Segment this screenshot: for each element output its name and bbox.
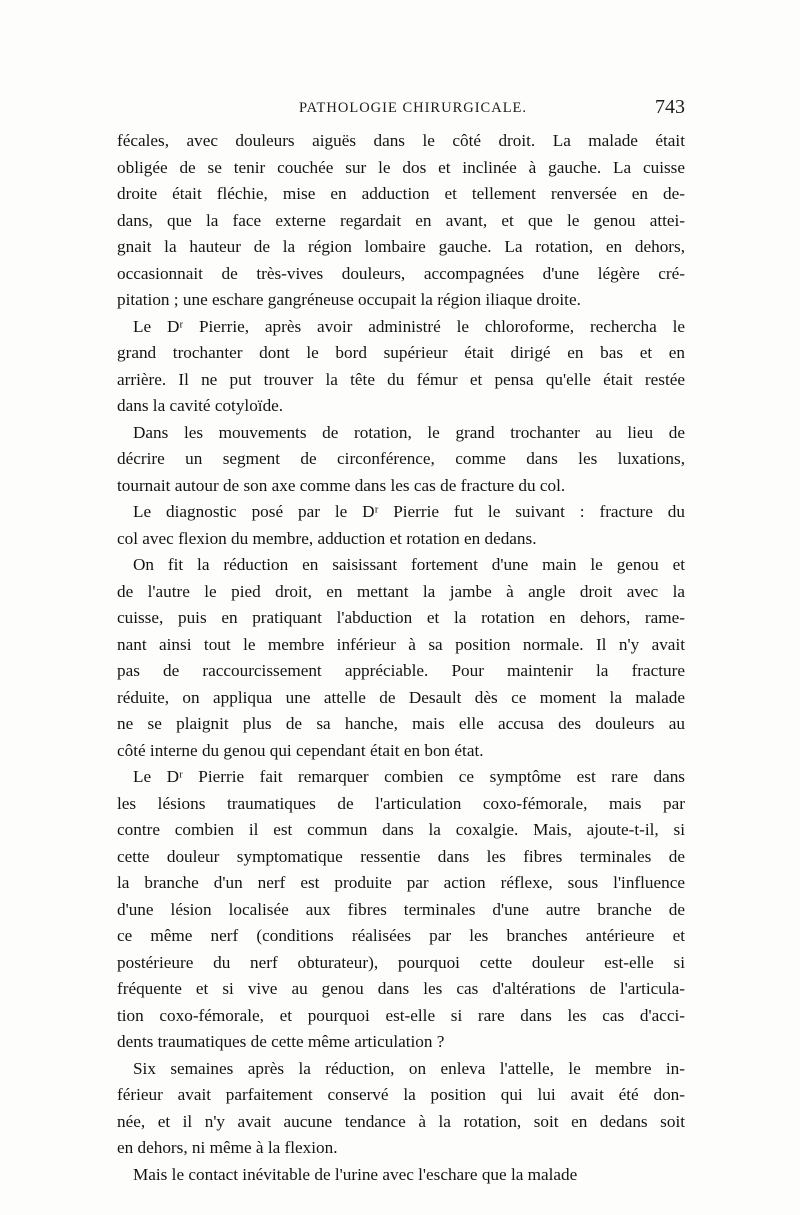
text-line: occasionnait de très-vives douleurs, accompagnées d'une légère cré- [117,263,685,283]
text-line: droite était fléchie, mise en adduction et tellement renversée en de- [117,184,685,203]
text-line: Six semaines après la réduction, on enleva l'attelle, le membre in- [133,1058,685,1078]
text-line: fréquente et si vive au genou dans les cas d'altérations de l'articula- [117,979,685,998]
text-line: col avec flexion du membre, adduction et rotation en dedans. [117,528,537,548]
text-line: dans, que la face externe regardait en avant, et que le genou attei- [117,210,685,230]
text-line: contre combien il est commun dans la coxalgie. Mais, ajoute-t-il, si [117,820,685,839]
text-line: On fit la réduction en saisissant fortement d'une main le genou et [133,555,685,574]
text-line: dans la cavité cotyloïde. [117,396,284,415]
text-line: gnait la hauteur de la région lombaire gauche. La rotation, en dehors, [117,237,685,256]
text-line: de l'autre le pied droit, en mettant la jambe à angle droit avec la [117,581,685,601]
text-line: postérieure du nerf obturateur), pourquoi cette douleur est-elle si [117,952,685,972]
text-line: cuisse, puis en pratiquant l'abduction et la rotation en dehors, rame- [117,608,685,627]
text-line: ne se plaignit plus de sa hanche, mais elle accusa des douleurs au [117,714,685,733]
text-line: d'une lésion localisée aux fibres terminales d'une autre branche de [117,899,685,919]
text-line: Dans les mouvements de rotation, le grand trochanter au lieu de [133,422,685,442]
text-line: réduite, on appliqua une attelle de Desault dès ce moment la malade [117,687,685,707]
text-line: férieur avait parfaitement conservé la position qui lui avait été don- [117,1085,685,1104]
text-line: décrire un segment de circonférence, comme dans les luxations, [117,449,685,468]
page-header [117,96,685,124]
paragraph [117,420,685,500]
paragraph [117,128,685,314]
paragraph [117,764,685,1056]
text-line: Mais le contact inévitable de l'urine avec l'eschare que la malade [133,1164,578,1184]
text-line: les lésions traumatiques de l'articulation coxo-fémorale, mais par [117,793,685,813]
text-line: fécales, avec douleurs aiguës dans le côté droit. La malade était [117,131,685,150]
text-line: arrière. Il ne put trouver la tête du fémur et pensa qu'elle était restée [117,369,685,389]
text-line: pitation ; une eschare gangréneuse occupait la région iliaque droite. [117,290,581,309]
text-line: tion coxo-fémorale, et pourquoi est-elle si rare dans les cas d'acci- [117,1005,685,1025]
text-line: Le diagnostic posé par le Dʳ Pierrie fut le suivant : fracture du [133,502,685,521]
text-line: grand trochanter dont le bord supérieur était dirigé en bas et en [117,343,685,362]
paragraph [117,314,685,420]
page-number: 743 [655,96,685,118]
text-line: pas de raccourcissement appréciable. Pour maintenir la fracture [117,661,685,680]
paragraph [117,1056,685,1162]
text-line: côté interne du genou qui cependant était en bon état. [117,740,484,760]
text-line: née, et il n'y avait aucune tendance à la rotation, soit en dedans soit [117,1111,685,1131]
text-line: la branche d'un nerf est produite par action réflexe, sous l'influence [117,873,685,892]
paragraph [117,552,685,764]
text-line: en dehors, ni même à la flexion. [117,1138,338,1157]
body-text [117,128,685,1188]
text-line: cette douleur symptomatique ressentie dans les fibres terminales de [117,846,685,866]
text-line: Le Dʳ Pierrie fait remarquer combien ce symptôme est rare dans [133,767,685,786]
running-title: PATHOLOGIE CHIRURGICALE. [298,100,528,116]
text-line: Le Dʳ Pierrie, après avoir administré le chloroforme, rechercha le [133,316,685,336]
paragraph [117,1162,685,1189]
paragraph [117,499,685,552]
text-line: ce même nerf (conditions réalisées par les branches antérieure et [117,926,685,945]
text-line: obligée de se tenir couchée sur le dos et inclinée à gauche. La cuisse [117,157,685,177]
text-line: tournait autour de son axe comme dans les cas de fracture du col. [117,475,566,495]
text-line: dents traumatiques de cette même articulation ? [117,1032,445,1051]
text-line: nant ainsi tout le membre inférieur à sa position normale. Il n'y avait [117,634,685,654]
